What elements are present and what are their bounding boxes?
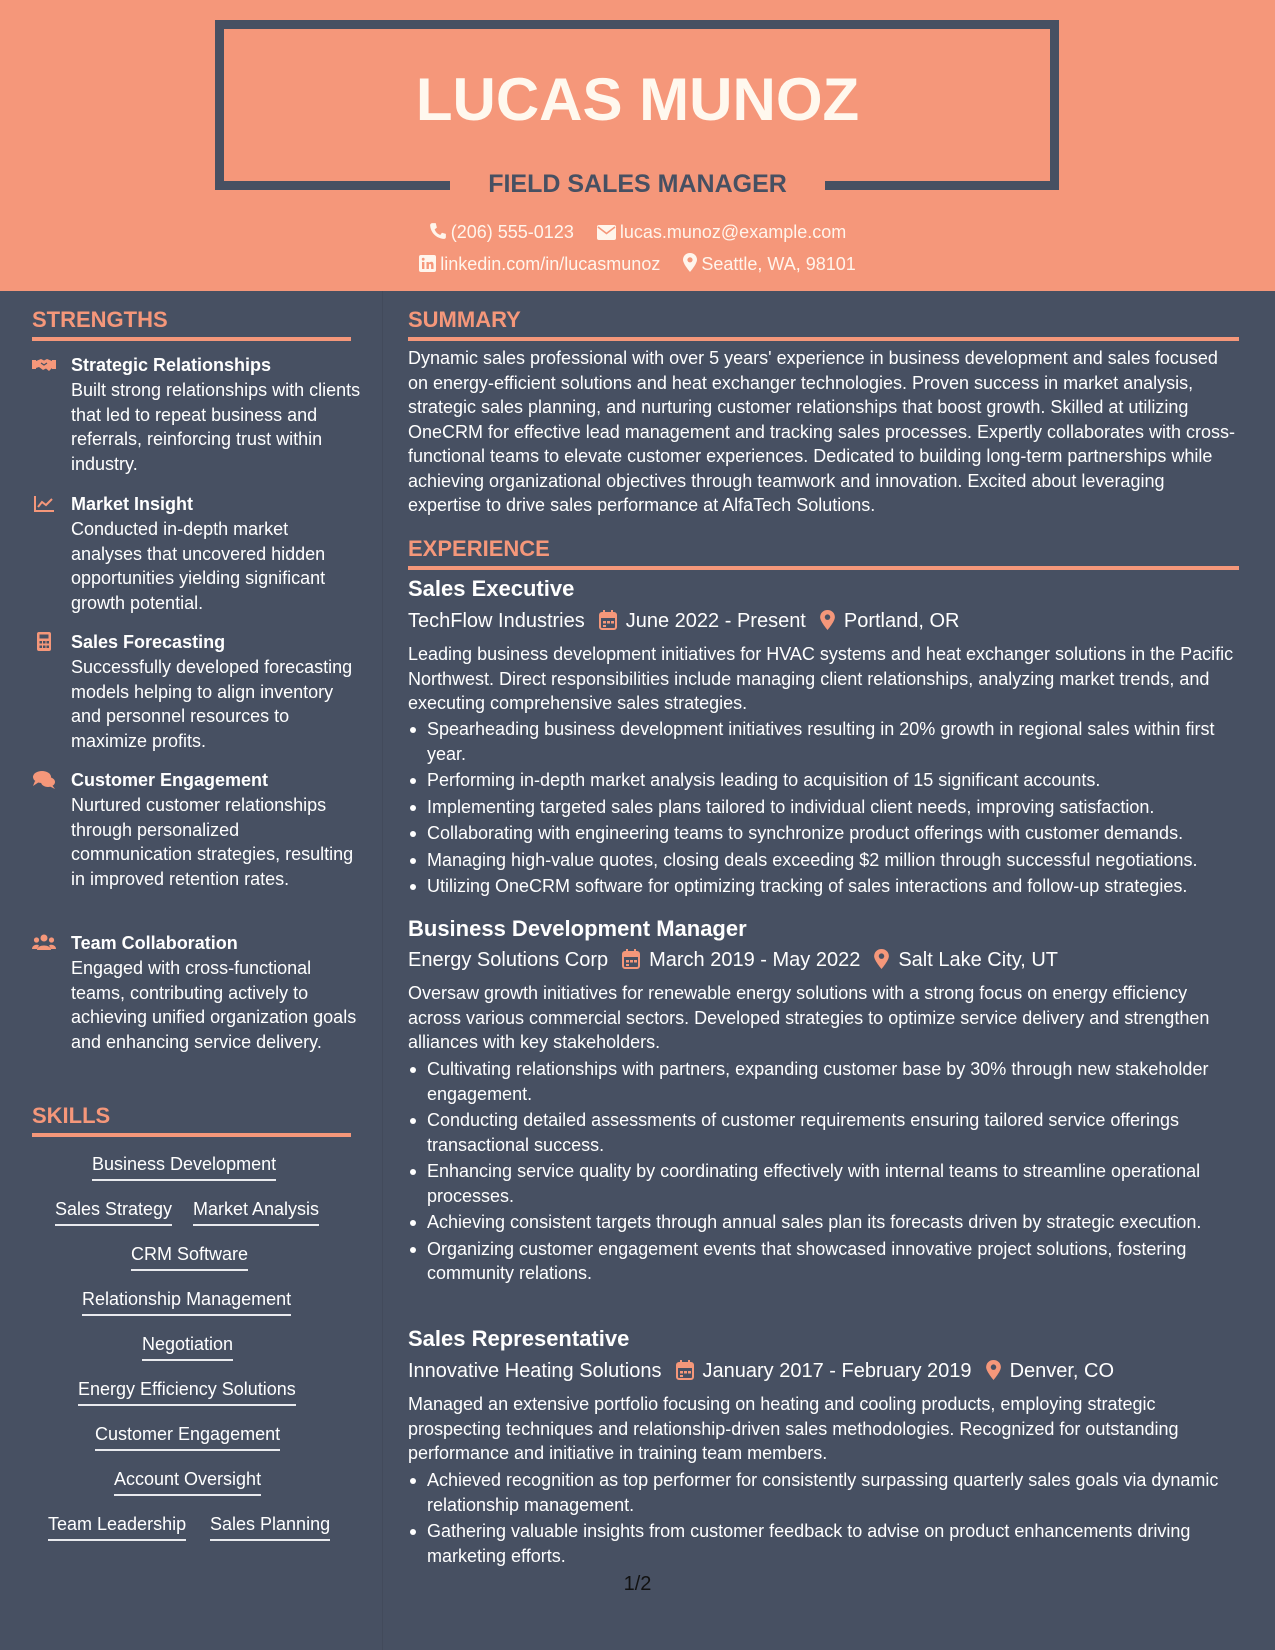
strengths-rule: [32, 337, 351, 341]
list-item: Organizing customer engagement events that showcased innovative project solutions, fostering community relations.: [408, 1237, 1242, 1286]
job-dates: January 2017 - February 2019: [702, 1360, 972, 1382]
phone-text: (206) 555-0123: [450, 222, 574, 242]
strength-title: Strategic Relationships: [71, 355, 272, 375]
skill-tag: Business Development: [92, 1152, 276, 1181]
candidate-name: LUCAS MUNOZ: [415, 66, 860, 133]
job-company: Energy Solutions Corp: [408, 949, 609, 971]
linkedin-contact[interactable]: [419, 254, 665, 274]
skill-tag: Sales Planning: [210, 1512, 330, 1541]
skill-tag: Energy Efficiency Solutions: [78, 1377, 296, 1406]
strength-desc: Conducted in-depth market analyses that uncovered hidden opportunities yielding significant growth potential.: [71, 519, 326, 613]
map-pin-icon: [874, 949, 889, 969]
linkedin-icon: [419, 255, 436, 272]
strengths-heading: STRENGTHS: [32, 307, 168, 332]
skills-heading: SKILLS: [32, 1103, 111, 1128]
phone-icon: [429, 222, 447, 240]
skill-tag: Account Oversight: [114, 1467, 261, 1496]
summary-rule: [408, 337, 1239, 341]
calendar-icon: [676, 1360, 694, 1380]
phone-contact: [429, 222, 579, 242]
job-location: Denver, CO: [1009, 1360, 1115, 1382]
calculator-icon: [32, 632, 56, 652]
page-number: 1/2: [623, 1573, 652, 1595]
skill-tag: Market Analysis: [193, 1197, 319, 1226]
calendar-icon: [599, 610, 617, 630]
job-meta: [408, 947, 1058, 973]
column-divider: [382, 291, 383, 1650]
job-location: Portland, OR: [843, 610, 960, 632]
candidate-title: FIELD SALES MANAGER: [450, 164, 825, 204]
strength-desc: Successfully developed forecasting models helping to align inventory and personnel resources to maximize profits.: [71, 657, 353, 751]
skill-tag: Relationship Management: [82, 1287, 291, 1316]
job-bullets: [408, 1468, 1242, 1570]
job-description: Leading business development initiatives for HVAC systems and heat exchanger solutions in the Pacific Northwest. Direct responsibilities include managing client relationships, analyzing market trends, and executing comprehensive sales strategies.: [408, 644, 1234, 713]
contact-line-2: [0, 252, 1275, 276]
skill-tag: CRM Software: [131, 1242, 248, 1271]
job-bullets: [408, 1057, 1242, 1288]
list-item: Performing in-depth market analysis leading to acquisition of 15 significant accounts.: [408, 768, 1242, 793]
job-bullets: [408, 717, 1242, 901]
job-description: Managed an extensive portfolio focusing on heating and cooling products, employing strategic prospecting techniques and relationship-driven sales methodologies. Recognized for outstanding performance and initiative in training team members.: [408, 1394, 1179, 1463]
strength-desc: Built strong relationships with clients that led to repeat business and referrals, reinforcing trust within industry.: [71, 380, 361, 474]
strength-title: Sales Forecasting: [71, 632, 226, 652]
calendar-icon: [622, 949, 640, 969]
job-location: Salt Lake City, UT: [898, 949, 1059, 971]
job-dates: March 2019 - May 2022: [649, 949, 861, 971]
job-title-wrap: [0, 164, 1275, 204]
skill-tag: Sales Strategy: [55, 1197, 172, 1226]
users-icon: [32, 933, 56, 953]
job-meta: [408, 608, 959, 634]
strength-desc: Nurtured customer relationships through personalized communication strategies, resulting in improved retention rates.: [71, 795, 354, 889]
map-pin-icon: [683, 253, 697, 272]
job-title: Business Development Manager: [408, 916, 747, 941]
job-title: Sales Representative: [408, 1326, 630, 1351]
contact-line-1: [0, 220, 1275, 244]
list-item: Managing high-value quotes, closing deals exceeding $2 million through successful negotiations.: [408, 848, 1242, 873]
list-item: Implementing targeted sales plans tailored to individual client needs, improving satisfaction.: [408, 795, 1242, 820]
location-text: Seattle, WA, 98101: [701, 254, 856, 274]
location-contact: [683, 254, 855, 274]
skill-tag: Customer Engagement: [95, 1422, 280, 1451]
list-item: Conducting detailed assessments of customer requirements ensuring tailored service offerings transactional success.: [408, 1108, 1242, 1157]
experience-heading: EXPERIENCE: [408, 536, 550, 561]
map-pin-icon: [820, 610, 835, 630]
list-item: Collaborating with engineering teams to synchronize product offerings with customer demands.: [408, 821, 1242, 846]
email-contact[interactable]: [597, 222, 846, 242]
list-item: Cultivating relationships with partners, expanding customer base by 30% through new stakeholder engagement.: [408, 1057, 1242, 1106]
list-item: Gathering valuable insights from customer feedback to advise on product enhancements driving marketing efforts.: [408, 1519, 1242, 1568]
job-meta: [408, 1358, 1114, 1384]
job-dates: June 2022 - Present: [625, 610, 806, 632]
resume-header: [0, 0, 1275, 291]
map-pin-icon: [986, 1360, 1001, 1380]
strength-title: Customer Engagement: [71, 770, 269, 790]
experience-rule: [408, 566, 1239, 570]
chart-line-icon: [32, 494, 56, 514]
skills-rule: [32, 1133, 351, 1137]
skill-tag: Team Leadership: [48, 1512, 186, 1541]
strength-title: Team Collaboration: [71, 933, 238, 953]
summary-text: Dynamic sales professional with over 5 years' experience in business development and sales focused on energy-efficient solutions and heat exchanger technologies. Proven success in market analysis, strategic sales planning, and nurturing customer relationships that boost growth. Skilled at utilizing OneCRM for effective lead management and tracking sales processes. Expertly collaborates with cross-functional teams to elevate customer experiences. Dedicated to building long-term partnerships while achieving organizational objectives through teamwork and innovation. Excited about leveraging expertise to drive sales performance at AlfaTech Solutions.: [408, 348, 1236, 515]
list-item: Achieving consistent targets through annual sales plan its forecasts driven by strategic execution.: [408, 1210, 1242, 1235]
envelope-icon: [597, 225, 616, 240]
job-company: Innovative Heating Solutions: [408, 1360, 662, 1382]
handshake-icon: [32, 355, 56, 375]
job-company: TechFlow Industries: [408, 610, 585, 632]
list-item: Utilizing OneCRM software for optimizing tracking of sales interactions and follow-up strategies.: [408, 874, 1242, 899]
skill-tag: Negotiation: [142, 1332, 233, 1361]
list-item: Enhancing service quality by coordinating effectively with internal teams to streamline operational processes.: [408, 1159, 1242, 1208]
job-description: Oversaw growth initiatives for renewable energy solutions with a strong focus on energy efficiency across various commercial sectors. Developed strategies to optimize service delivery and strengthen alliances with key stakeholders.: [408, 983, 1210, 1052]
linkedin-text[interactable]: linkedin.com/in/lucasmunoz: [440, 254, 661, 274]
email-text[interactable]: lucas.munoz@example.com: [619, 222, 847, 242]
list-item: Spearheading business development initiatives resulting in 20% growth in regional sales within first year.: [408, 717, 1242, 766]
strength-desc: Engaged with cross-functional teams, contributing actively to achieving unified organization goals and enhancing service delivery.: [71, 958, 357, 1052]
list-item: Achieved recognition as top performer for consistently surpassing quarterly sales goals via dynamic relationship management.: [408, 1468, 1242, 1517]
comments-icon: [32, 770, 56, 790]
summary-heading: SUMMARY: [408, 307, 521, 332]
strength-title: Market Insight: [71, 494, 194, 514]
job-title: Sales Executive: [408, 576, 575, 601]
